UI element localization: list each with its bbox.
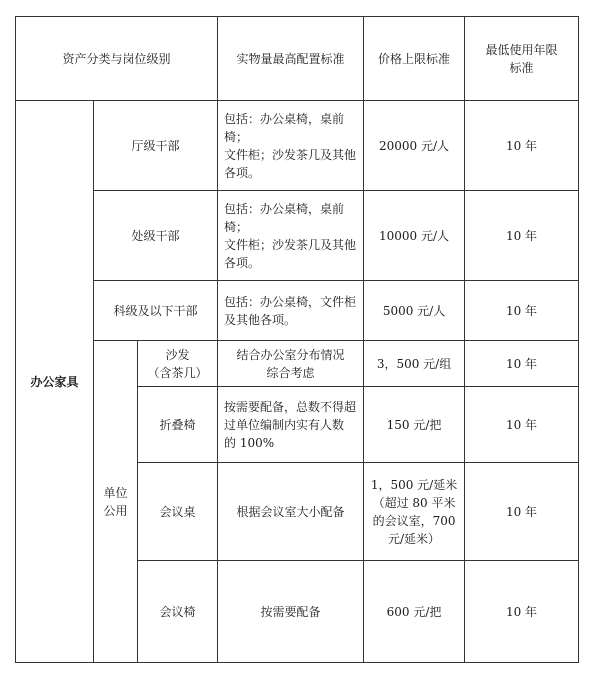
standard-cell: 包括：办公桌椅，桌前椅； 文件柜；沙发茶几及其他 各项。 <box>218 101 364 191</box>
table-row <box>16 101 579 191</box>
standard-cell: 包括：办公桌椅，桌前椅； 文件柜；沙发茶几及其他 各项。 <box>218 191 364 281</box>
price-cell: 5000 元/人 <box>364 281 465 341</box>
item-cell: 折叠椅 <box>138 387 218 463</box>
header-standard: 实物量最高配置标准 <box>218 17 364 101</box>
item-cell: 会议椅 <box>138 561 218 663</box>
furniture-standard-table <box>15 16 579 663</box>
table-row <box>16 281 579 341</box>
table-row <box>16 191 579 281</box>
price-cell: 3，500 元/组 <box>364 341 465 387</box>
price-cell: 10000 元/人 <box>364 191 465 281</box>
unit-public-label: 单位 公用 <box>94 341 138 663</box>
header-category: 资产分类与岗位级别 <box>16 17 218 101</box>
price-cell: 150 元/把 <box>364 387 465 463</box>
years-cell: 10 年 <box>465 341 579 387</box>
years-cell: 10 年 <box>465 463 579 561</box>
table-row <box>16 341 579 387</box>
header-price: 价格上限标准 <box>364 17 465 101</box>
years-cell: 10 年 <box>465 101 579 191</box>
standard-cell: 根据会议室大小配备 <box>218 463 364 561</box>
price-cell: 1，500 元/延米 （超过 80 平米 的会议室，700 元/延米） <box>364 463 465 561</box>
years-cell: 10 年 <box>465 281 579 341</box>
standard-cell: 按需要配备 <box>218 561 364 663</box>
years-cell: 10 年 <box>465 561 579 663</box>
price-cell: 20000 元/人 <box>364 101 465 191</box>
item-cell: 会议桌 <box>138 463 218 561</box>
standard-cell: 结合办公室分布情况 综合考虑 <box>218 341 364 387</box>
years-cell: 10 年 <box>465 191 579 281</box>
group-office-furniture: 办公家具 <box>16 101 94 663</box>
item-cell: 沙发 （含茶几） <box>138 341 218 387</box>
level-cell: 科级及以下干部 <box>94 281 218 341</box>
level-cell: 厅级干部 <box>94 101 218 191</box>
standard-cell: 包括：办公桌椅，文件柜 及其他各项。 <box>218 281 364 341</box>
level-cell: 处级干部 <box>94 191 218 281</box>
standard-cell: 按需要配备，总数不得超 过单位编制内实有人数 的 100% <box>218 387 364 463</box>
years-cell: 10 年 <box>465 387 579 463</box>
header-years: 最低使用年限 标准 <box>465 17 579 101</box>
price-cell: 600 元/把 <box>364 561 465 663</box>
table-header-row <box>16 17 579 101</box>
